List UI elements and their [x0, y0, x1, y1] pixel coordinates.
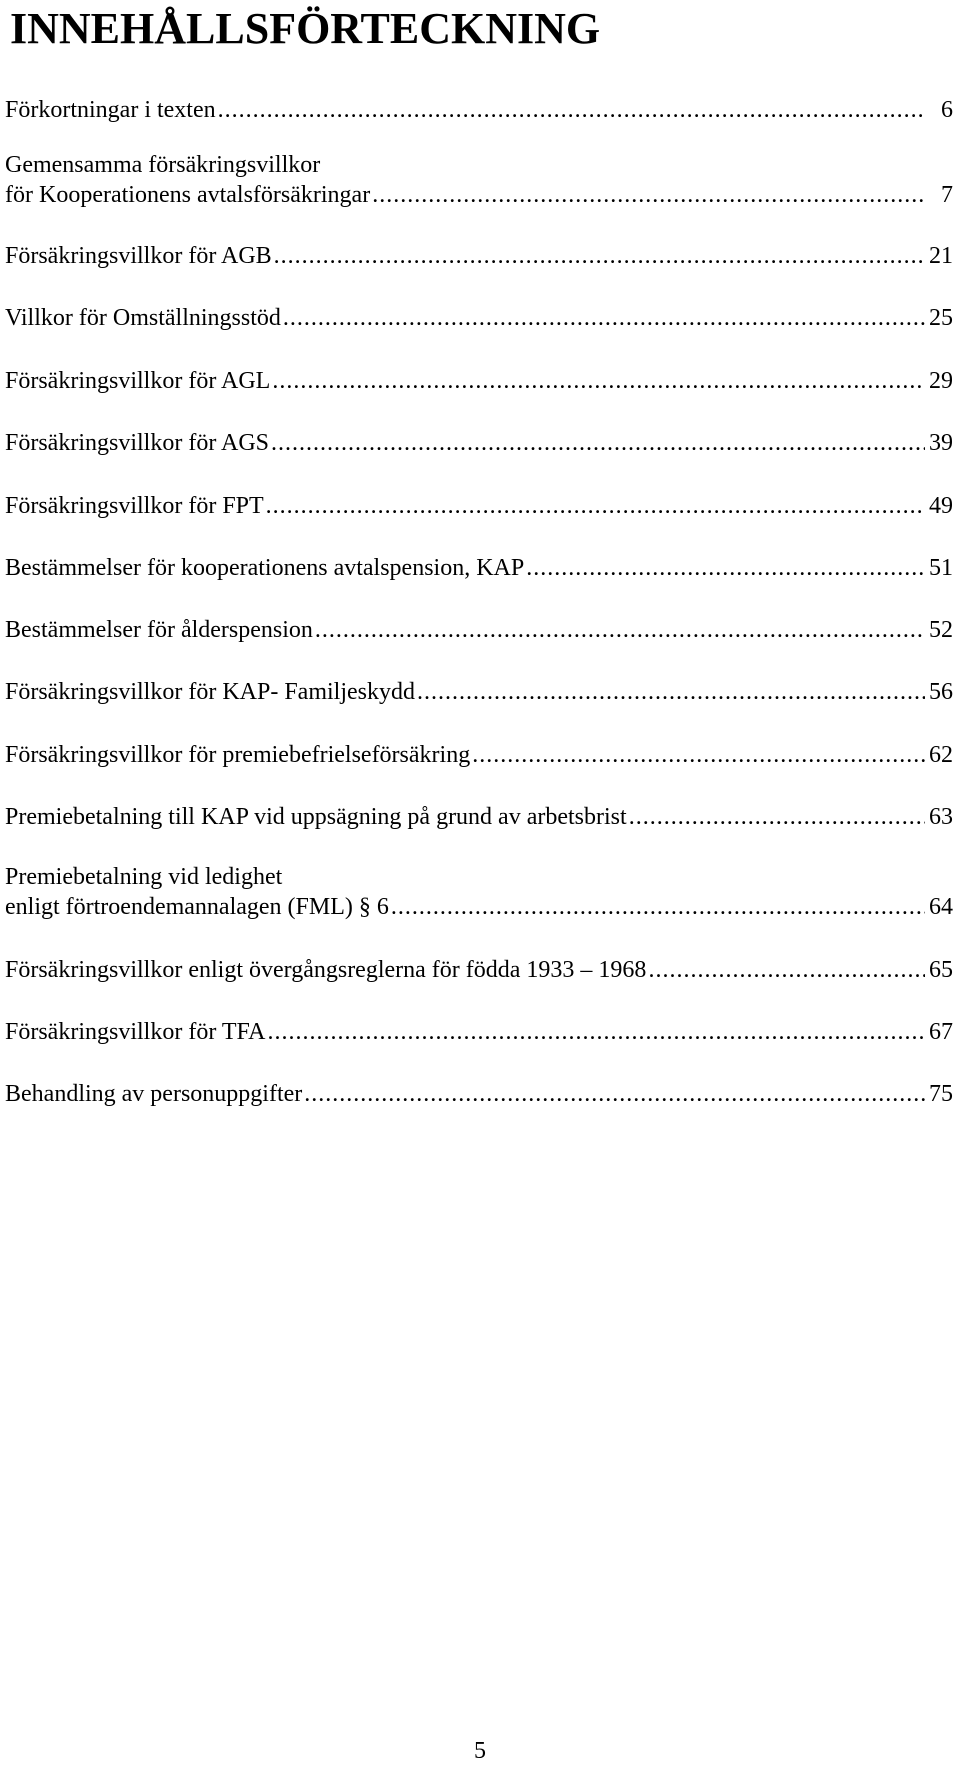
toc-entry-page: 52 — [929, 617, 953, 643]
toc-entry-title: Försäkringsvillkor för FPT — [5, 493, 264, 519]
dot-leader — [391, 892, 925, 922]
toc-entry-title: Villkor för Omställningsstöd — [5, 305, 281, 331]
toc-entry-title: Behandling av personuppgifter — [5, 1081, 303, 1107]
toc-entry-page: 63 — [929, 804, 953, 830]
toc-entry-title: Försäkringsvillkor för AGS — [5, 430, 269, 456]
dot-leader — [315, 615, 925, 645]
dot-leader — [648, 955, 925, 985]
toc-entry-personuppgifter[interactable] — [5, 1079, 953, 1109]
dot-leader — [274, 241, 925, 271]
toc-entry-agl[interactable] — [5, 366, 953, 396]
dot-leader — [304, 1079, 925, 1109]
dot-leader — [372, 180, 925, 210]
toc-entry-page: 6 — [941, 97, 953, 123]
toc-entry-overgangsregler[interactable] — [5, 955, 953, 985]
toc-entry-page: 64 — [929, 894, 953, 920]
toc-entry-title: Försäkringsvillkor enligt övergångsreglerna för födda 1933 – 1968 — [5, 957, 647, 983]
dot-leader — [218, 95, 925, 125]
toc-entry-title-line1: Premiebetalning vid ledighet — [5, 864, 283, 890]
toc-entry-title: Bestämmelser för ålderspension — [5, 617, 313, 643]
toc-entry-ags[interactable] — [5, 428, 953, 458]
toc-entry-page: 49 — [929, 493, 953, 519]
dot-leader — [526, 553, 925, 583]
toc-entry-agb[interactable] — [5, 241, 953, 271]
toc-entry-page: 25 — [929, 305, 953, 331]
dot-leader — [629, 802, 925, 832]
toc-entry-premiebefrielse[interactable] — [5, 740, 953, 770]
toc-entry-page: 62 — [929, 742, 953, 768]
toc-entry-title: Försäkringsvillkor för AGB — [5, 243, 272, 269]
toc-entry-page: 29 — [929, 368, 953, 394]
toc-entry-fpt[interactable] — [5, 491, 953, 521]
page-number: 5 — [474, 1738, 486, 1764]
toc-entry-page: 65 — [929, 957, 953, 983]
toc-entry-forkortningar[interactable] — [5, 95, 953, 125]
toc-entry-page: 67 — [929, 1019, 953, 1045]
toc-entry-arbetsbrist[interactable] — [5, 802, 953, 832]
dot-leader — [271, 428, 925, 458]
dot-leader — [417, 677, 925, 707]
toc-entry-page: 39 — [929, 430, 953, 456]
toc-entry-title: Försäkringsvillkor för AGL — [5, 368, 271, 394]
toc-entry-familjeskydd[interactable] — [5, 677, 953, 707]
toc-entry-page: 75 — [929, 1081, 953, 1107]
toc-entry-title: Förkortningar i texten — [5, 97, 216, 123]
toc-entry-omstallningsstod[interactable] — [5, 303, 953, 333]
toc-entry-kap[interactable] — [5, 553, 953, 583]
toc-entry-title: Försäkringsvillkor för TFA — [5, 1019, 266, 1045]
dot-leader — [267, 1017, 925, 1047]
toc-entry-page: 51 — [929, 555, 953, 581]
dot-leader — [283, 303, 925, 333]
toc-entry-title: för Kooperationens avtalsförsäkringar — [5, 182, 371, 208]
toc-entry-title: Försäkringsvillkor för premiebefrielseförsäkring — [5, 742, 471, 768]
dot-leader — [272, 366, 925, 396]
toc-entry-page: 7 — [941, 182, 953, 208]
toc-entry-ledighet-fml[interactable] — [5, 862, 953, 922]
toc-entry-title: Bestämmelser för kooperationens avtalspension, KAP — [5, 555, 525, 581]
toc-heading: INNEHÅLLSFÖRTECKNING — [10, 4, 601, 53]
toc-entry-title: Premiebetalning till KAP vid uppsägning på grund av arbetsbrist — [5, 804, 627, 830]
toc-entry-page: 56 — [929, 679, 953, 705]
toc-entry-alderspension[interactable] — [5, 615, 953, 645]
dot-leader — [266, 491, 925, 521]
toc-entry-title-line1: Gemensamma försäkringsvillkor — [5, 152, 321, 178]
toc-entry-tfa[interactable] — [5, 1017, 953, 1047]
toc-entry-title: Försäkringsvillkor för KAP- Familjeskydd — [5, 679, 415, 705]
toc-entry-title: enligt förtroendemannalagen (FML) § 6 — [5, 894, 389, 920]
dot-leader — [472, 740, 925, 770]
toc-entry-page: 21 — [929, 243, 953, 269]
toc-entry-gemensamma[interactable] — [5, 150, 953, 210]
